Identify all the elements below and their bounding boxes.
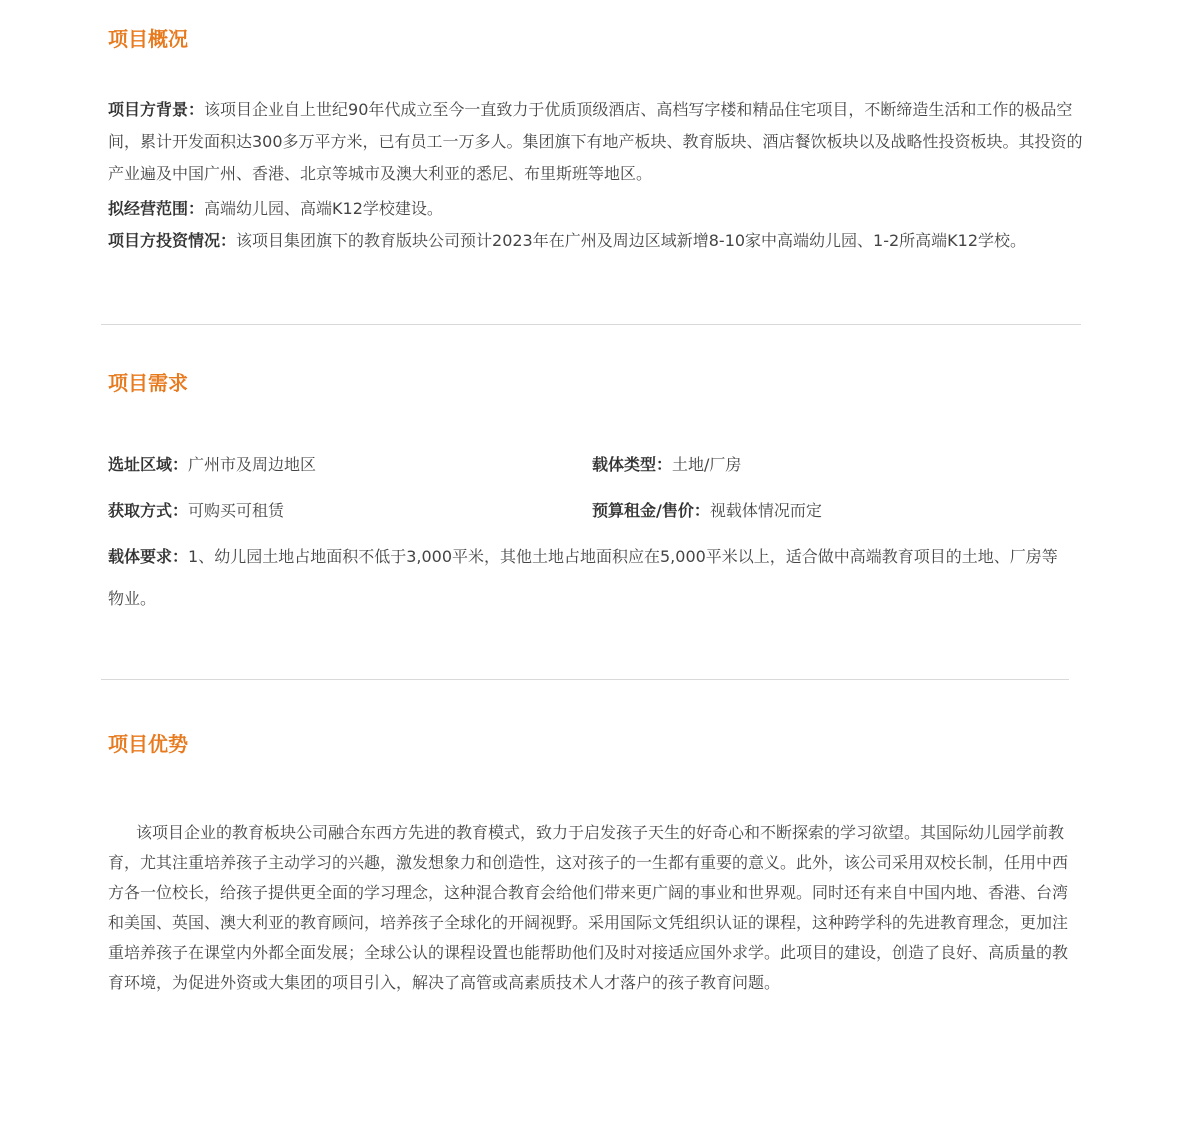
budget-label: 预算租金/售价： (592, 501, 710, 520)
budget-field (592, 499, 822, 523)
budget-value: 视载体情况而定 (709, 501, 822, 520)
acquisition-field (108, 499, 284, 523)
acquisition-value: 可购买可租赁 (188, 501, 285, 520)
section-divider (101, 679, 1069, 680)
scope-label: 拟经营范围： (108, 199, 205, 218)
carrier-requirement-text: 1、幼儿园土地占地面积不低于3,000平米，其他土地占地面积应在5,000平米以上，适合做中高端教育项目的土地、厂房等物业。 (108, 547, 1058, 608)
location-value: 广州市及周边地区 (188, 455, 317, 474)
carrier-type-value: 土地/厂房 (672, 455, 742, 474)
investment-text: 该项目集团旗下的教育版块公司预计2023年在广州及周边区域新增8-10家中高端幼儿园、1-2所高端K12学校。 (236, 231, 1027, 250)
advantages-paragraph: 该项目企业的教育板块公司融合东西方先进的教育模式，致力于启发孩子天生的好奇心和不断探索的学习欲望。其国际幼儿园学前教育，尤其注重培养孩子主动学习的兴趣，激发想象力和创造性，这对孩子的一生都有重要的意义。此外，该公司采用双校长制，任用中西方各一位校长，给孩子提供更全面的学习理念，这种混合教育会给他们带来更广阔的事业和世界观。同时还有来自中国内地、香港、台湾和美国、英国、澳大利亚的教育顾问，培养孩子全球化的开阔视野。采用国际文凭组织认证的课程，这种跨学科的先进教育理念，更加注重培养孩子在课堂内外都全面发展；全球公认的课程设置也能帮助他们及时对接适应国外求学。此项目的建设，创造了良好、高质量的教育环境，为促进外资或大集团的项目引入，解决了高管或高素质技术人才落户的孩子教育问题。 (108, 823, 1069, 992)
carrier-requirement-label: 载体要求： (108, 547, 189, 566)
overview-title: 项目概况 (108, 27, 188, 51)
carrier-requirement-paragraph (108, 536, 1073, 620)
section-divider (101, 324, 1081, 325)
requirements-title: 项目需求 (108, 371, 188, 395)
carrier-type-label: 载体类型： (592, 455, 673, 474)
carrier-type-field (592, 453, 741, 477)
investment-label: 项目方投资情况： (108, 231, 237, 250)
background-label: 项目方背景： (108, 100, 205, 119)
location-label: 选址区域： (108, 455, 189, 474)
scope-paragraph (108, 197, 1083, 221)
location-field (108, 453, 316, 477)
background-paragraph (108, 94, 1083, 190)
background-text: 该项目企业自上世纪90年代成立至今一直致力于优质顶级酒店、高档写字楼和精品住宅项目，不断缔造生活和工作的极品空间，累计开发面积达300多万平方米，已有员工一万多人。集团旗下有地产板块、教育版块、酒店餐饮板块以及战略性投资板块。其投资的产业遍及中国广州、香港、北京等城市及澳大利亚的悉尼、布里斯班等地区。 (108, 100, 1083, 183)
acquisition-label: 获取方式： (108, 501, 189, 520)
scope-text: 高端幼儿园、高端K12学校建设。 (204, 199, 443, 218)
investment-paragraph (108, 229, 1083, 253)
advantages-title: 项目优势 (108, 732, 188, 756)
